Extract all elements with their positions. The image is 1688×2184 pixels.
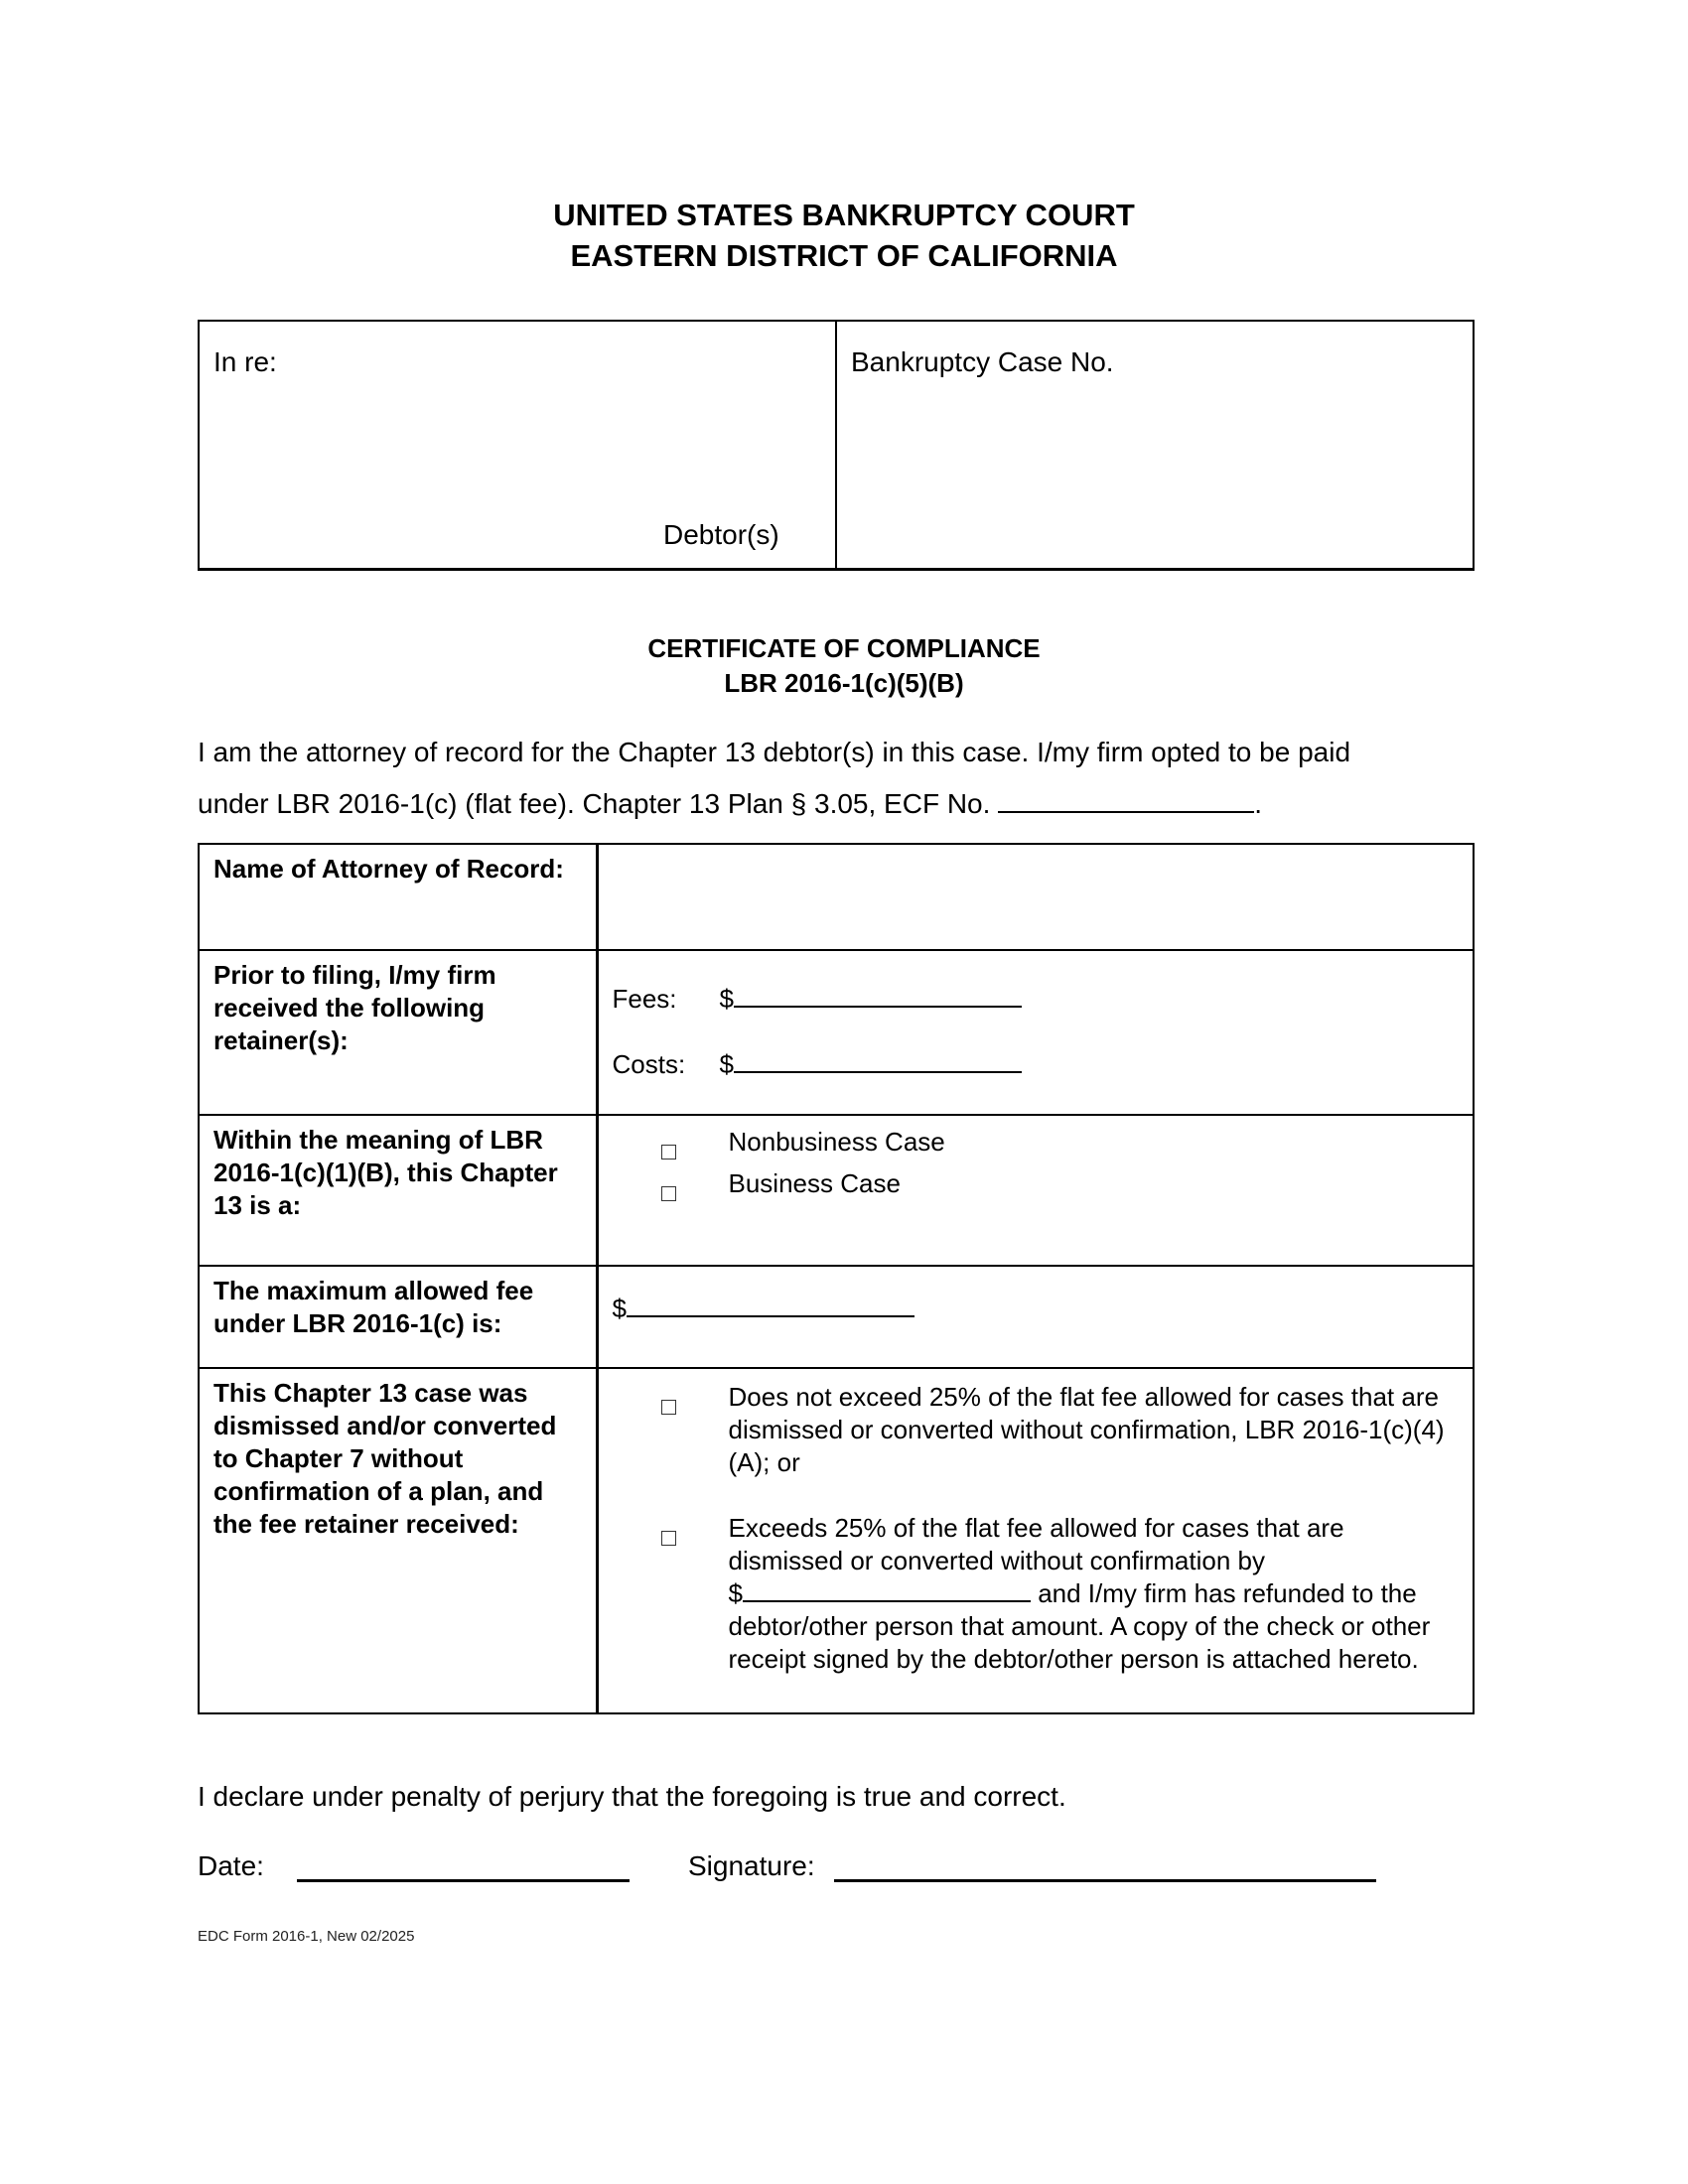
nonbusiness-checkbox[interactable] (661, 1145, 676, 1160)
case-number-cell[interactable] (837, 322, 1473, 568)
max-fee-amount-field[interactable] (627, 1294, 914, 1317)
case-number-label: Bankruptcy Case No. (851, 346, 1114, 377)
compliance-table (198, 843, 1475, 1714)
court-district: EASTERN DISTRICT OF CALIFORNIA (570, 238, 1118, 273)
fees-line (613, 983, 1460, 1016)
date-label: Date: (198, 1850, 264, 1881)
date-field[interactable] (297, 1879, 630, 1882)
dismissed-converted-label: This Chapter 13 case was dismissed and/or converted to Chapter 7 without confirmation of a plan, and the fee retainer received: (199, 1368, 597, 1713)
refund-amount-field[interactable] (743, 1578, 1031, 1602)
case-type-options (597, 1115, 1474, 1266)
exceeds-text-after: and I/my firm has refunded to the debtor/other person that amount. A copy of the check or other receipt signed by the debtor/other person is attached hereto. (728, 1578, 1431, 1674)
debtor-label: Debtor(s) (663, 519, 779, 550)
fees-dollar-sign: $ (719, 984, 734, 1014)
costs-amount-field[interactable] (734, 1049, 1022, 1073)
court-name: UNITED STATES BANKRUPTCY COURT (553, 198, 1135, 232)
in-re-label: In re: (213, 346, 277, 377)
retainer-values (597, 950, 1474, 1115)
table-row-case-type (199, 1115, 1474, 1266)
certificate-title: CERTIFICATE OF COMPLIANCE (647, 633, 1041, 663)
declaration-text: I declare under penalty of perjury that the foregoing is true and correct. (198, 1781, 1066, 1812)
retainer-label: Prior to filing, I/my firm received the following retainer(s): (199, 950, 597, 1115)
does-not-exceed-checkbox[interactable] (661, 1400, 676, 1415)
form-identifier: EDC Form 2016-1, New 02/2025 (198, 1928, 415, 1945)
max-fee-cell (597, 1266, 1474, 1368)
business-label: Business Case (728, 1168, 901, 1198)
exceeds-text-before: Exceeds 25% of the flat fee allowed for cases that are dismissed or converted without confirmation by (728, 1513, 1344, 1575)
certificate-rule: LBR 2016-1(c)(5)(B) (724, 668, 964, 698)
max-fee-label: The maximum allowed fee under LBR 2016-1(c) is: (199, 1266, 597, 1368)
option-nonbusiness-case[interactable] (613, 1126, 1460, 1167)
case-caption-box (198, 320, 1475, 571)
fees-label: Fees: (612, 984, 677, 1014)
intro-paragraph (198, 727, 1488, 830)
table-row-dismissed-converted (199, 1368, 1474, 1713)
intro-line-2 (198, 778, 1488, 830)
intro-period: . (1254, 788, 1262, 819)
costs-label: Costs: (612, 1049, 686, 1079)
table-row-attorney-name (199, 844, 1474, 950)
table-row-retainer (199, 950, 1474, 1115)
option-business-case[interactable] (613, 1167, 1460, 1209)
signature-field[interactable] (834, 1879, 1376, 1882)
dismissed-converted-options (597, 1368, 1474, 1713)
nonbusiness-label: Nonbusiness Case (728, 1127, 945, 1157)
debtor-cell[interactable] (200, 322, 837, 568)
case-type-label: Within the meaning of LBR 2016-1(c)(1)(B), this Chapter 13 is a: (199, 1115, 597, 1266)
option-does-not-exceed[interactable] (613, 1381, 1460, 1479)
does-not-exceed-text: Does not exceed 25% of the flat fee allowed for cases that are dismissed or converted without confirmation, LBR 2016-1(c)(4)(A); or (728, 1382, 1445, 1477)
table-row-max-fee (199, 1266, 1474, 1368)
signature-label: Signature: (688, 1850, 815, 1881)
attorney-name-label: Name of Attorney of Record: (199, 844, 597, 950)
attorney-name-field[interactable] (597, 844, 1474, 950)
exceeds-text (729, 1512, 1460, 1676)
max-fee-dollar-sign: $ (612, 1294, 627, 1323)
option-exceeds[interactable] (613, 1512, 1460, 1676)
intro-line-2-text: under LBR 2016-1(c) (flat fee). Chapter 13 Plan § 3.05, ECF No. (198, 788, 999, 819)
costs-line (613, 1048, 1460, 1081)
ecf-number-field[interactable] (998, 789, 1254, 813)
intro-line-1: I am the attorney of record for the Chapter 13 debtor(s) in this case. I/my firm opted to be paid (198, 737, 1351, 767)
costs-dollar-sign: $ (719, 1049, 734, 1079)
fees-amount-field[interactable] (734, 984, 1022, 1008)
exceeds-checkbox[interactable] (661, 1531, 676, 1546)
business-checkbox[interactable] (661, 1186, 676, 1201)
refund-dollar-sign: $ (728, 1578, 743, 1608)
